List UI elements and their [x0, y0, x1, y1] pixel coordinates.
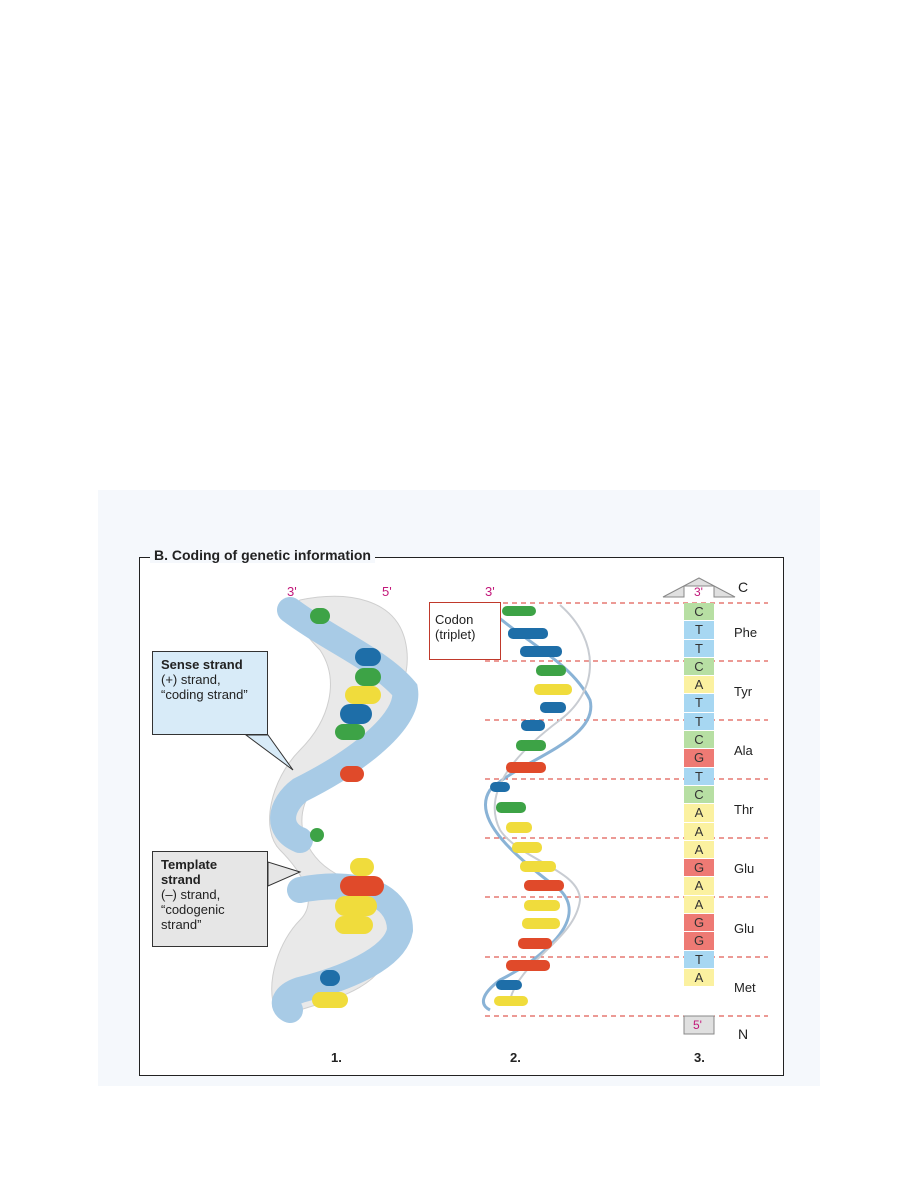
base-T: T [684, 713, 714, 731]
codon-callout [429, 602, 501, 660]
panel3-3prime-label: 3' [694, 585, 703, 599]
amino-acid-label: Tyr [734, 683, 753, 699]
c-terminus-label: C [738, 579, 749, 595]
base-A: A [684, 896, 714, 914]
template-strand-line1: (–) strand, [161, 887, 221, 902]
base-T: T [684, 640, 714, 658]
amino-acid-label: Phe [734, 624, 758, 640]
base-T: T [684, 694, 714, 712]
sense-strand-title: Sense strand [161, 657, 243, 672]
base-G: G [684, 932, 714, 950]
amino-acid-label: Ala [734, 743, 753, 758]
base-G: G [684, 914, 714, 932]
base-A: A [684, 804, 714, 822]
base-C: C [684, 786, 714, 804]
sense-callout-pointer [246, 735, 293, 770]
base-A: A [684, 676, 714, 694]
base-C: C [684, 603, 714, 621]
panel2-number: 2. [510, 1050, 521, 1065]
base-A: A [684, 841, 714, 859]
sense-strand-line1: (+) strand, [161, 672, 221, 687]
base-sequence-column [684, 603, 714, 987]
figure-title: B. Coding of genetic information [150, 547, 375, 563]
base-G: G [684, 859, 714, 877]
panel3-5prime-label: 5' [693, 1018, 702, 1032]
base-pairs-panel2 [490, 606, 572, 1006]
n-terminus-label: N [738, 1026, 749, 1042]
panel3-number: 3. [694, 1050, 705, 1065]
dna-helix-ball-stick [483, 605, 590, 1010]
template-strand-callout [152, 851, 268, 947]
codon-dividers [485, 603, 768, 1016]
template-strand-line2: “codogenic [161, 902, 225, 917]
base-T: T [684, 951, 714, 969]
sense-strand-callout [152, 651, 268, 735]
base-G: G [684, 749, 714, 767]
dna-helix-space-filling [270, 596, 408, 1010]
panel1-number: 1. [331, 1050, 342, 1065]
amino-acid-label: Met [734, 979, 756, 995]
base-A: A [684, 877, 714, 895]
panel1-3prime-label: 3' [287, 584, 297, 599]
base-C: C [684, 731, 714, 749]
base-A: A [684, 969, 714, 987]
panel1-5prime-label: 5' [382, 584, 392, 599]
panel2-3prime-label: 3' [485, 584, 495, 599]
base-T: T [684, 621, 714, 639]
amino-acid-label: Glu [734, 920, 755, 936]
amino-acid-label: Thr [734, 802, 754, 818]
template-strand-line3: strand” [161, 917, 202, 932]
template-strand-title2: strand [161, 872, 201, 887]
sense-strand-line2: “coding strand” [161, 687, 248, 702]
base-C: C [684, 658, 714, 676]
template-strand-title1: Template [161, 857, 218, 872]
codon-line2: (triplet) [435, 627, 476, 642]
amino-acid-label: Glu [734, 861, 755, 877]
base-A: A [684, 823, 714, 841]
base-T: T [684, 768, 714, 786]
codon-line1: Codon [435, 612, 474, 627]
